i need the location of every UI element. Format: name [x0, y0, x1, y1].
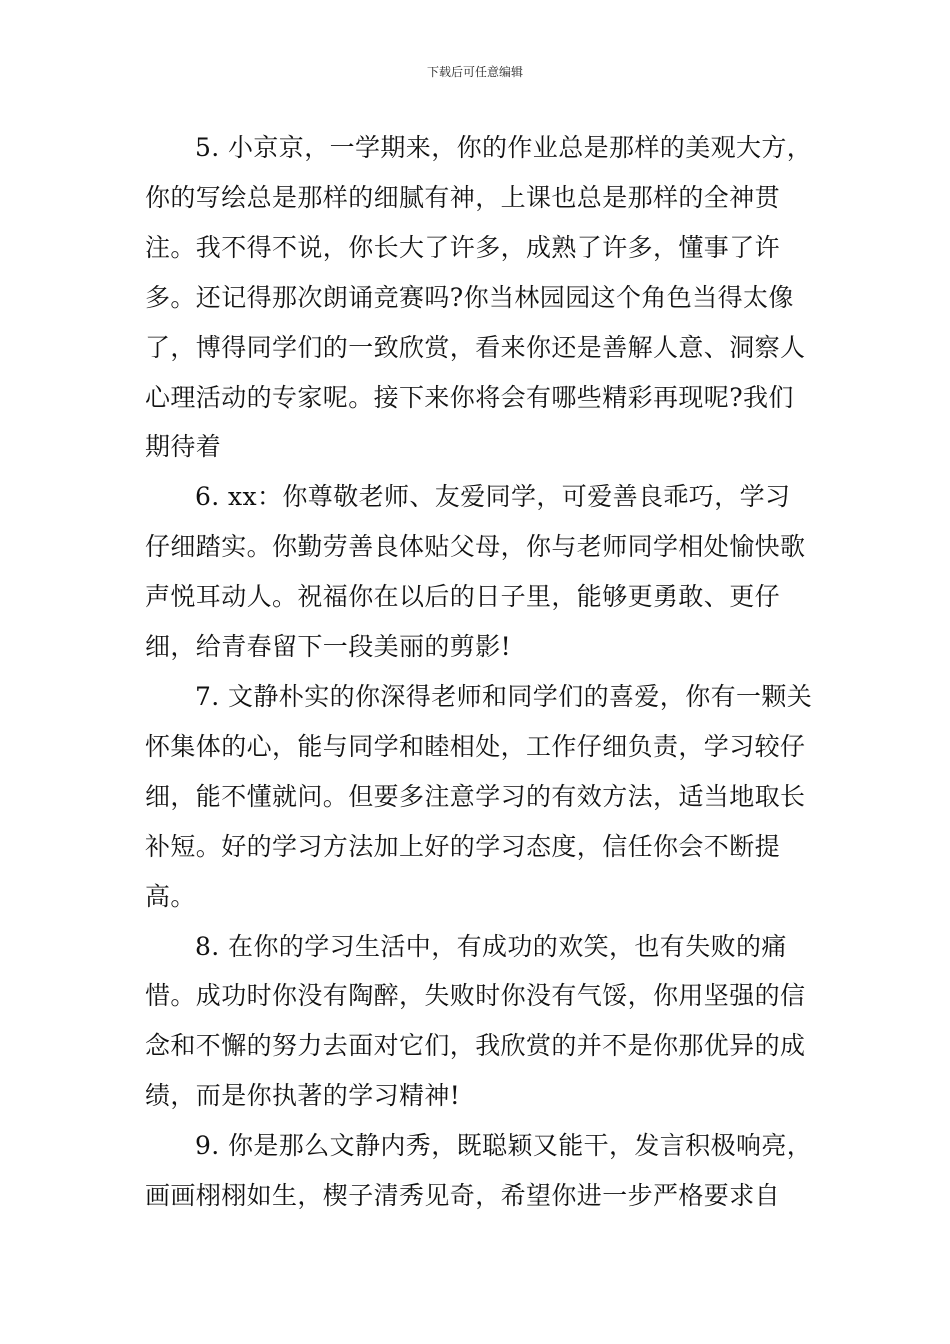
paragraph-8: 8. 在你的学习生活中，有成功的欢笑，也有失败的痛惜。成功时你没有陶醉，失败时你没有气馁，你用坚强的信念和不懈的努力去面对它们，我欣赏的并不是你那优异的成绩，而是你执著的学习精神!	[145, 931, 806, 1111]
page-header: 下载后可任意编辑	[426, 65, 523, 79]
paragraph-5: 5. 小京京，一学期来，你的作业总是那样的美观大方，你的写绘总是那样的细腻有神，上课也总是那样的全神贯注。我不得不说，你长大了许多，成熟了许多，懂事了许多。还记得那次朗诵竞赛吗?你当林园园这个角色当得太像了，博得同学们的一致欣赏，看来你还是善解人意、洞察人心理活动的专家呢。接下来你将会有哪些精彩再现呢?我们期待着	[145, 133, 813, 462]
paragraph-6: 6. xx：你尊敬老师、友爱同学，可爱善良乖巧，学习仔细踏实。你勤劳善良体贴父母，你与老师同学相处愉快歌声悦耳动人。祝福你在以后的日子里，能够更勇敢、更仔细，给青春留下一段美丽的剪影!	[145, 482, 806, 662]
paragraph-9: 9. 你是那么文静内秀，既聪颖又能干，发言积极响亮，画画栩栩如生，楔子清秀见奇，希望你进一步严格要求自	[145, 1131, 813, 1211]
paragraph-7: 7. 文静朴实的你深得老师和同学们的喜爱，你有一颗关怀集体的心，能与同学和睦相处，工作仔细负责，学习较仔细，能不懂就问。但要多注意学习的有效方法，适当地取长补短。好的学习方法加上好的学习态度，信任你会不断提高。	[145, 681, 813, 911]
document-body	[145, 123, 815, 1221]
